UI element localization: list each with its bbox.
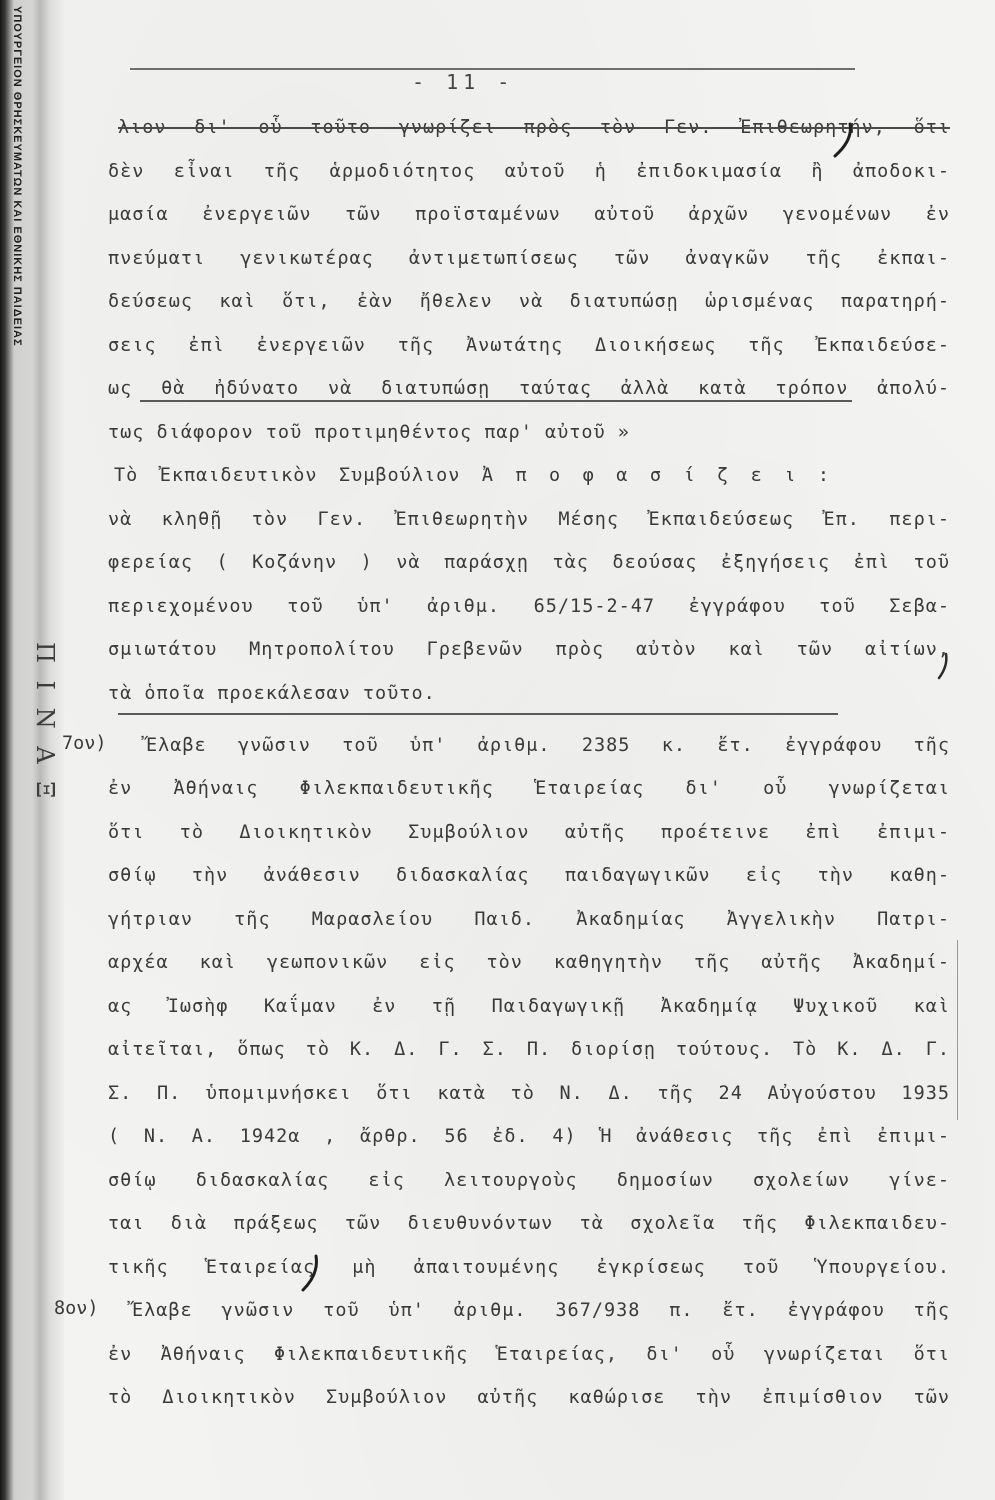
item-number-8: 8ον) bbox=[54, 1298, 99, 1319]
text-line: τως διάφορον τοῦ προτιμηθέντος παρ' αὐτοῦ » bbox=[108, 421, 630, 443]
text-line: δεύσεως καὶ ὅτι, ἐὰν ἤθελεν νὰ διατυπώσῃ ὡρισμένας παρατηρή- bbox=[108, 291, 950, 312]
text-line: ὅτι τὸ Διοικητικὸν Συμβούλιον αὐτῆς προέτεινε ἐπὶ ἐπιμι- bbox=[108, 821, 950, 843]
text-line: ἐν Ἀθήναις Φιλεκπαιδευτικῆς Ἑταιρείας, δι' οὗ γνωρίζεται ὅτι bbox=[108, 1343, 950, 1365]
text-line: νὰ κληθῇ τὸν Γεν. Ἐπιθεωρητὴν Μέσης Ἐκπαιδεύσεως Ἐπ. περι- bbox=[108, 508, 950, 530]
spine-label: Π Ι Ν Α Ξ bbox=[31, 642, 59, 804]
text-line: πνεύματι γενικωτέρας ἀντιμετωπίσεως τῶν ἀναγκῶν τῆς ἐκπαι- bbox=[108, 247, 950, 269]
pen-mark bbox=[826, 118, 860, 162]
text-line: περιεχομένου τοῦ ὑπ' ἀριθμ. 65/15-2-47 ἐγγράφου τοῦ Σεβα- bbox=[108, 595, 950, 617]
text-line: αἰτεῖται, ὅπως τὸ Κ. Δ. Γ. Σ. Π. διορίσῃ τούτους. Τὸ Κ. Δ. Γ. bbox=[108, 1039, 950, 1060]
text-line: Σ. Π. ὑπομιμνήσκει ὅτι κατὰ τὸ Ν. Δ. τῆς 24 Αὐγούστου 1935 bbox=[108, 1082, 950, 1104]
text-line: αρχέα καὶ γεωπονικῶν εἰς τὸν καθηγητὴν τῆς αὐτῆς Ἀκαδημί- bbox=[108, 952, 950, 973]
page-number: - 11 - bbox=[412, 70, 515, 94]
text-line: Ἔλαβε γνῶσιν τοῦ ὑπ' ἀριθμ. 367/938 π. ἔτ. ἐγγράφου τῆς bbox=[132, 1300, 950, 1321]
text-line: δὲν εἶναι τῆς ἁρμοδιότητος αὐτοῦ ἡ ἐπιδοκιμασία ἢ ἀποδοκι- bbox=[108, 160, 950, 182]
text-line: ας Ἰωσὴφ Καΐμαν ἐν τῇ Παιδαγωγικῇ Ἀκαδημίᾳ Ψυχικοῦ καὶ bbox=[108, 995, 950, 1017]
text-line: ἐν Ἀθήναις Φιλεκπαιδευτικῆς Ἑταιρείας δι' οὗ γνωρίζεται bbox=[108, 778, 950, 799]
text-line: σεις ἐπὶ ἐνεργειῶν τῆς Ἀνωτάτης Διοικήσεως τῆς Ἐκπαιδεύσε- bbox=[108, 334, 950, 356]
page-edge bbox=[957, 940, 958, 1120]
text-line: ως θὰ ἠδύνατο νὰ διατυπώσῃ ταύτας ἀλλὰ κατὰ τρόπον ἀπολύ- bbox=[108, 378, 950, 399]
text-line: φερείας ( Κοζάνην ) νὰ παράσχῃ τὰς δεούσας ἐξηγήσεις ἐπὶ τοῦ bbox=[108, 552, 950, 573]
spine-title: ΥΠΟΥΡΓΕΙΟΝ ΘΡΗΣΚΕΥΜΑΤΩΝ ΚΑΙ ΕΘΝΙΚΗΣ ΠΑΙΔΕΙΑΣ bbox=[11, 6, 23, 347]
pen-mark bbox=[934, 650, 954, 684]
text-line: τικῆς Ἑταιρείας μὴ ἀπαιτουμένης ἐγκρίσεως τοῦ Ὑπουργείου. bbox=[108, 1256, 950, 1278]
text-line: Ἔλαβε γνῶσιν τοῦ ὑπ' ἀριθμ. 2385 κ. ἔτ. ἐγγράφου τῆς bbox=[146, 734, 950, 756]
decision-heading: Τὸ Ἐκπαιδευτικὸν Συμβούλιον Ἀ π ο φ α σ ί ζ ε ι : bbox=[114, 465, 830, 486]
text-line: λιον δι' οὗ τοῦτο γνωρίζει πρὸς τὸν Γεν. Ἐπιθεωρητήν, ὅτι bbox=[118, 117, 950, 138]
text-line: τὸ Διοικητικὸν Συμβούλιον αὐτῆς καθώρισε τὴν ἐπιμίσθιον τῶν bbox=[108, 1387, 950, 1408]
text-line: μασία ἐνεργειῶν τῶν προϊσταμένων αὐτοῦ ἀρχῶν γενομένων ἐν bbox=[108, 204, 950, 225]
text-line: ται διὰ πράξεως τῶν διευθυνόντων τὰ σχολεῖα τῆς Φιλεκπαιδευ- bbox=[108, 1213, 950, 1234]
text-line: σθίῳ διδασκαλίας εἰς λειτουργοὺς δημοσίων σχολείων γίνε- bbox=[108, 1169, 950, 1191]
binder-spine bbox=[0, 0, 64, 1500]
text-line: σθίῳ τὴν ἀνάθεσιν διδασκαλίας παιδαγωγικῶν εἰς τὴν καθη- bbox=[108, 865, 950, 886]
body-text bbox=[108, 106, 950, 1420]
text-line: σμιωτάτου Μητροπολίτου Γρεβενῶν πρὸς αὐτὸν καὶ τῶν αἰτίων, bbox=[108, 639, 950, 660]
text-line: τὰ ὁποῖα προεκάλεσαν τοῦτο. bbox=[108, 682, 436, 704]
item-number-7: 7ον) bbox=[62, 733, 107, 754]
pen-mark bbox=[296, 1252, 326, 1296]
text-line: ( Ν. Α. 1942α , ἄρθρ. 56 ἐδ. 4) Ἡ ἀνάθεσις τῆς ἐπὶ ἐπιμι- bbox=[108, 1126, 950, 1147]
text-line: γήτριαν τῆς Μαρασλείου Παιδ. Ἀκαδημίας Ἀγγελικὴν Πατρι- bbox=[108, 908, 950, 930]
